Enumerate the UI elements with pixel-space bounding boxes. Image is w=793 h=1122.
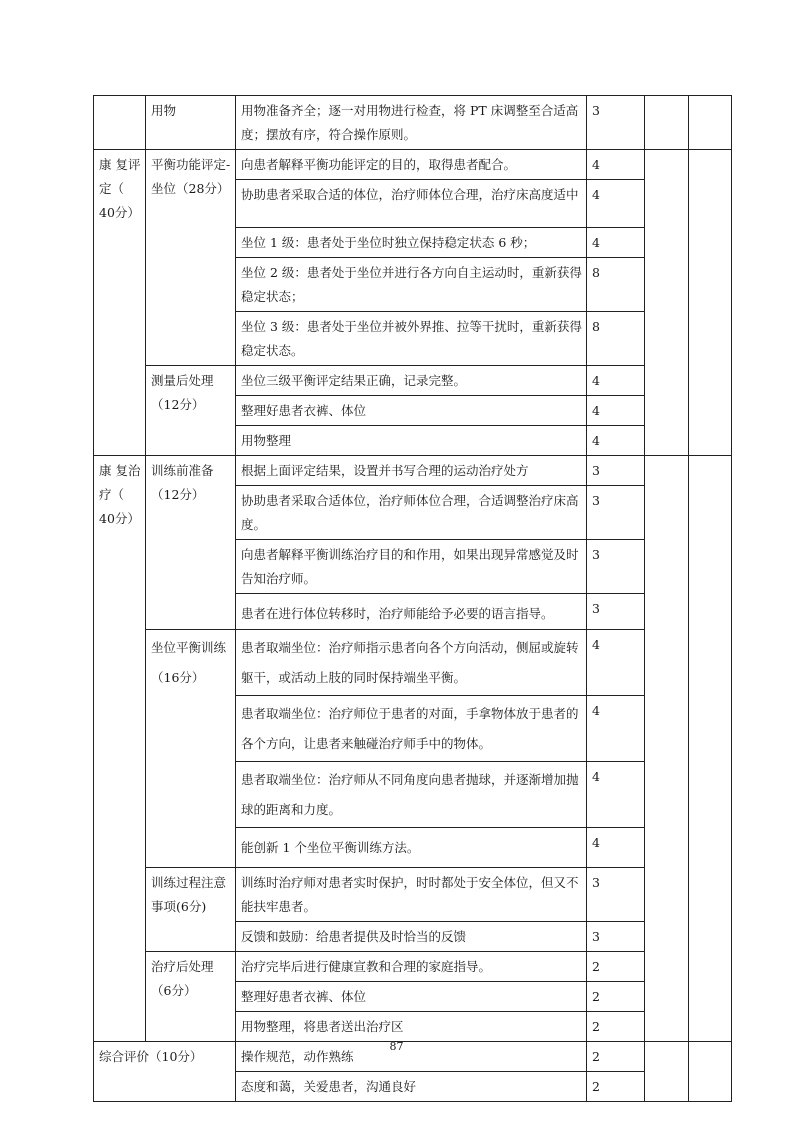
score-cell: 3 <box>587 594 645 630</box>
score-cell: 4 <box>587 696 645 762</box>
score-cell: 3 <box>587 540 645 594</box>
actual-score-cell <box>689 150 732 456</box>
score-cell: 4 <box>587 762 645 828</box>
score-cell: 3 <box>587 456 645 486</box>
content-cell: 患者取端坐位：治疗师位于患者的对面，手拿物体放于患者的各个方向，让患者来触碰治疗师手中的物体。 <box>236 696 587 762</box>
content-cell: 患者取端坐位：治疗师指示患者向各个方向活动，侧屈或旋转躯干，或活动上肢的同时保持端坐平衡。 <box>236 630 587 696</box>
actual-score-cell <box>689 456 732 1042</box>
score-cell: 4 <box>587 180 645 228</box>
content-cell: 态度和蔼，关爱患者，沟通良好 <box>236 1072 587 1102</box>
content-cell: 训练时治疗师对患者实时保护，时时都处于安全体位，但又不能扶牢患者。 <box>236 868 587 922</box>
table-row <box>94 456 732 486</box>
content-cell: 用物整理，将患者送出治疗区 <box>236 1012 587 1042</box>
deduction-cell <box>645 96 689 150</box>
content-cell: 根据上面评定结果，设置并书写合理的运动治疗处方 <box>236 456 587 486</box>
category-cell: 康 复评定（ 40分） <box>94 150 146 456</box>
content-cell: 整理好患者衣裤、体位 <box>236 982 587 1012</box>
scoring-table <box>93 95 732 1102</box>
category-cell: 康 复治疗（ 40分） <box>94 456 146 1042</box>
score-cell: 2 <box>587 952 645 982</box>
subcategory-cell: 测量后处理（12分） <box>146 366 236 456</box>
table-row <box>94 952 732 982</box>
content-cell: 操作规范，动作熟练 <box>236 1042 587 1072</box>
score-cell: 4 <box>587 828 645 868</box>
table-row <box>94 868 732 922</box>
content-cell: 患者取端坐位：治疗师从不同角度向患者抛球，并逐渐增加抛球的距离和力度。 <box>236 762 587 828</box>
score-cell: 3 <box>587 922 645 952</box>
table-row <box>94 630 732 696</box>
table-row <box>94 150 732 180</box>
content-cell: 坐位 3 级：患者处于坐位并被外界推、拉等干扰时，重新获得稳定状态。 <box>236 312 587 366</box>
score-cell: 3 <box>587 96 645 150</box>
content-cell: 协助患者采取合适的体位，治疗师体位合理，治疗床高度适中 <box>236 180 587 228</box>
table-row <box>94 366 732 396</box>
content-cell: 协助患者采取合适体位，治疗师体位合理，合适调整治疗床高度。 <box>236 486 587 540</box>
table-row <box>94 96 732 150</box>
score-cell: 4 <box>587 630 645 696</box>
score-cell: 2 <box>587 1012 645 1042</box>
subcategory-cell: 坐位平衡训练（16分） <box>146 630 236 868</box>
subcategory-cell: 训练过程注意事项(6分) <box>146 868 236 952</box>
category-cell <box>94 96 146 150</box>
subcategory-cell: 训练前准备（12分） <box>146 456 236 630</box>
category-cell: 综合评价（10分） <box>94 1042 236 1102</box>
score-cell: 4 <box>587 228 645 258</box>
score-cell: 4 <box>587 396 645 426</box>
score-cell: 2 <box>587 982 645 1012</box>
content-cell: 坐位三级平衡评定结果正确，记录完整。 <box>236 366 587 396</box>
score-cell: 4 <box>587 150 645 180</box>
content-cell: 坐位 1 级：患者处于坐位时独立保持稳定状态 6 秒； <box>236 228 587 258</box>
subcategory-cell: 用物 <box>146 96 236 150</box>
subcategory-cell: 平衡功能评定-坐位（28分） <box>146 150 236 366</box>
content-cell: 患者在进行体位转移时，治疗师能给予必要的语言指导。 <box>236 594 587 630</box>
score-cell: 4 <box>587 366 645 396</box>
actual-score-cell <box>689 96 732 150</box>
subcategory-cell: 治疗后处理（6分） <box>146 952 236 1042</box>
content-cell: 能创新 1 个坐位平衡训练方法。 <box>236 828 587 868</box>
score-cell: 3 <box>587 486 645 540</box>
content-cell: 治疗完毕后进行健康宣教和合理的家庭指导。 <box>236 952 587 982</box>
deduction-cell <box>645 150 689 456</box>
content-cell: 向患者解释平衡功能评定的目的，取得患者配合。 <box>236 150 587 180</box>
content-cell: 坐位 2 级：患者处于坐位并进行各方向自主运动时，重新获得稳定状态； <box>236 258 587 312</box>
score-cell: 8 <box>587 312 645 366</box>
content-cell: 反馈和鼓励：给患者提供及时恰当的反馈 <box>236 922 587 952</box>
score-cell: 8 <box>587 258 645 312</box>
score-cell: 4 <box>587 426 645 456</box>
score-cell: 3 <box>587 868 645 922</box>
deduction-cell <box>645 456 689 1042</box>
page-number: 87 <box>389 1040 404 1053</box>
content-cell: 向患者解释平衡训练治疗目的和作用，如果出现异常感觉及时告知治疗师。 <box>236 540 587 594</box>
score-cell: 2 <box>587 1042 645 1072</box>
content-cell: 用物准备齐全；逐一对用物进行检查，将 PT 床调整至合适高度；摆放有序，符合操作原则。 <box>236 96 587 150</box>
score-cell: 2 <box>587 1072 645 1102</box>
content-cell: 用物整理 <box>236 426 587 456</box>
content-cell: 整理好患者衣裤、体位 <box>236 396 587 426</box>
